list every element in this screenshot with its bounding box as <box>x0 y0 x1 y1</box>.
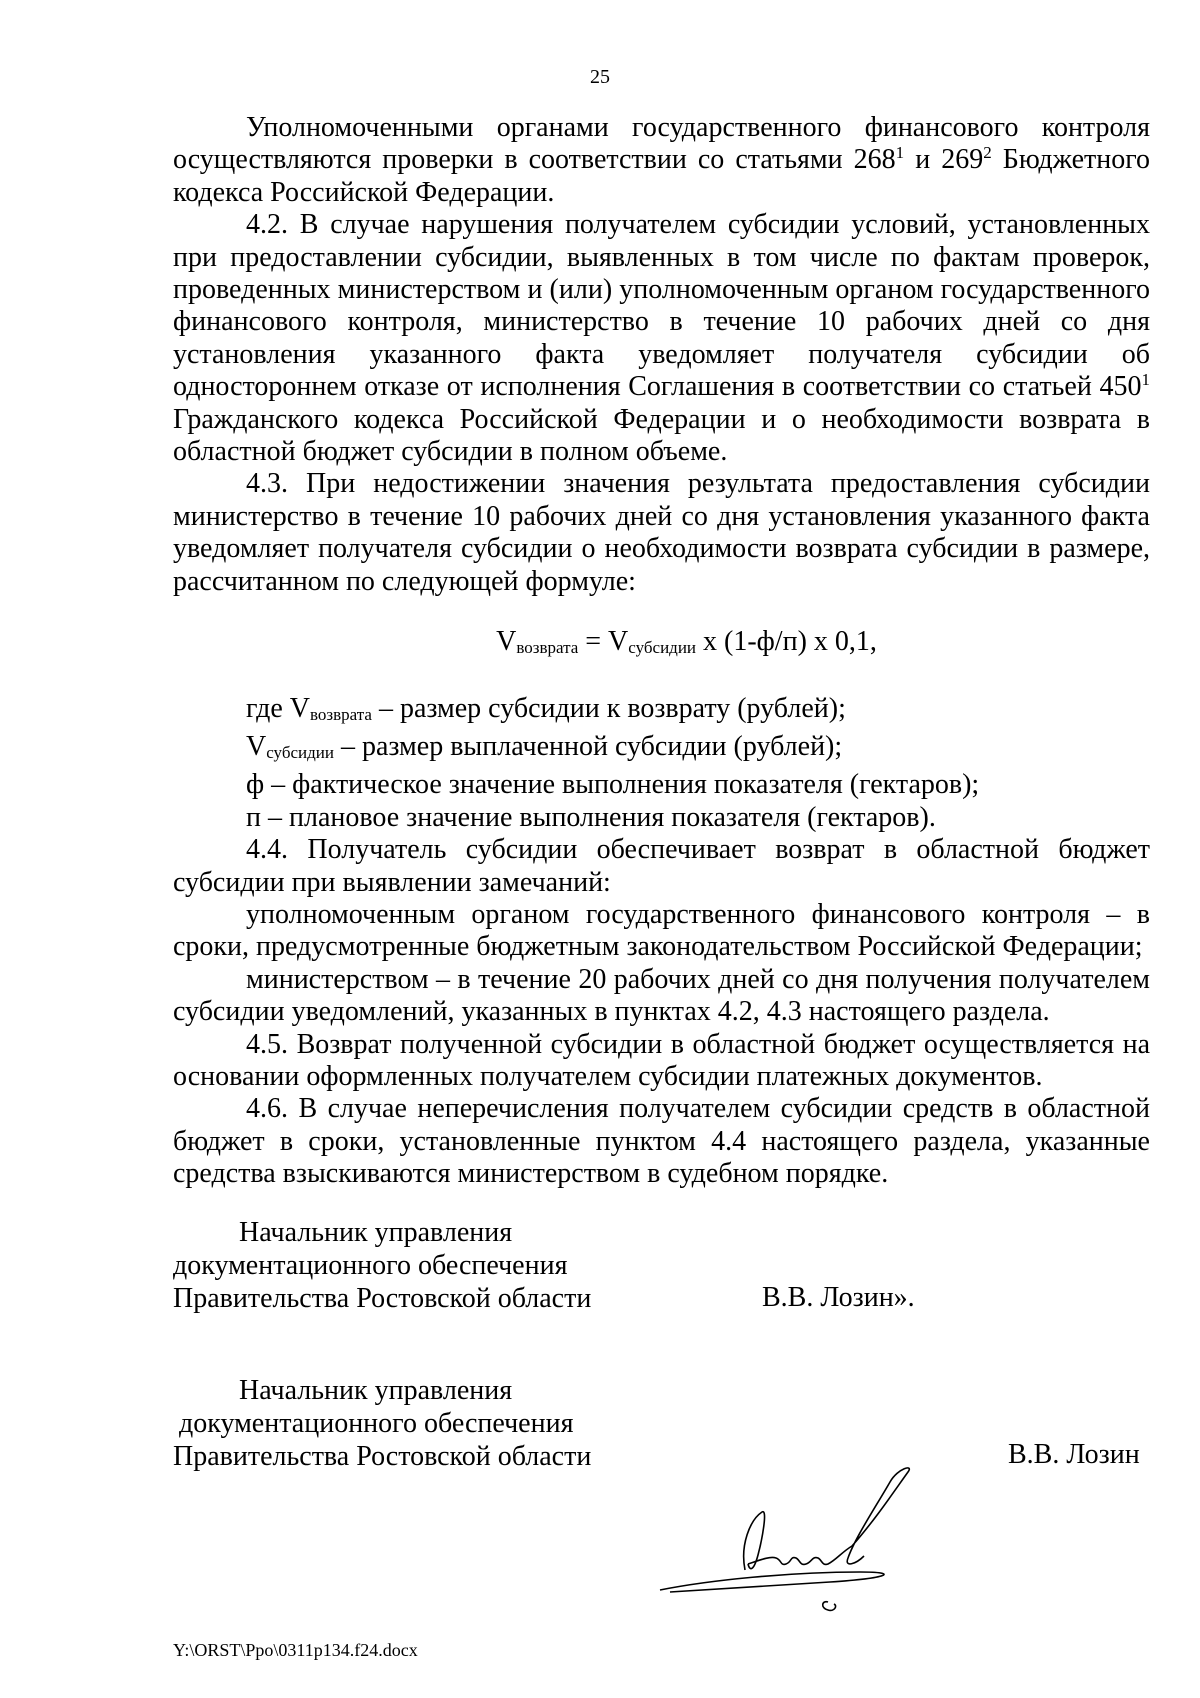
formula <box>173 626 1150 664</box>
signature-title-line: Правительства Ростовской области <box>173 1283 592 1314</box>
paragraph-text: Бюджетного кодекса Российской Федерации. <box>173 144 1151 208</box>
signature-title-line: документационного обеспечения <box>173 1250 568 1281</box>
superscript: 1 <box>895 143 905 163</box>
signature-name-2: В.В. Лозин <box>1008 1439 1140 1470</box>
definition-text: – размер субсидии к возврату (рублей); <box>371 692 846 724</box>
formula-part: = V <box>578 626 629 658</box>
file-path-footer: Y:\ORST\Ppo\0311p134.f24.docx <box>173 1640 418 1660</box>
signature-block-1 <box>173 1216 591 1315</box>
signature-title-line: Правительства Ростовской области <box>173 1441 592 1472</box>
definition-fact: ф – фактическое значение выполнения показателя (гектаров); <box>246 769 980 801</box>
formula-subscript: субсидии <box>628 638 697 658</box>
paragraph-text: и 269 <box>904 144 984 176</box>
paragraph-4-2 <box>173 209 1150 468</box>
signature-name-1: В.В. Лозин». <box>762 1282 915 1313</box>
superscript: 1 <box>1141 370 1150 390</box>
signature-title-line: документационного обеспечения <box>179 1408 574 1439</box>
definition-text: – размер выплаченной субсидии (рублей); <box>333 730 843 762</box>
paragraph-text: Уполномоченными органами государственного финансового контроля осуществляются проверки в соответствии со статьями 268 <box>173 112 1150 176</box>
superscript: 2 <box>983 143 992 163</box>
page-number: 25 <box>590 66 610 88</box>
paragraph-control-bodies <box>173 112 1150 209</box>
document-body <box>173 112 1150 1191</box>
signature-title-line: Начальник управления <box>239 1375 513 1406</box>
paragraph-4-5: 4.5. Возврат полученной субсидии в областной бюджет осуществляется на основании оформленных получателем субсидии платежных документов. <box>173 1028 1150 1092</box>
definition-text: где V <box>246 692 310 724</box>
definition-subscript: субсидии <box>266 742 334 762</box>
signature-block-2 <box>173 1374 591 1473</box>
paragraph-text: 4.2. В случае нарушения получателем субсидии условий, установленных при предоставлении субсидии, выявленных в том числе по фактам проверок, проведенных министерством и (или) уполномоченным органом государственного финансового контроля, министерство в течение 10 рабочих дней со дня установления указанного факта уведомляет получателя субсидии об одностороннем отказе от исполнения Соглашения в соответствии со статьей 450 <box>173 209 1150 403</box>
paragraph-text: Гражданского кодекса Российской Федерации и о необходимости возврата в областной бюджет субсидии в полном объеме. <box>173 403 1150 468</box>
handwritten-signature <box>650 1460 1010 1620</box>
paragraph-4-4: 4.4. Получатель субсидии обеспечивает возврат в областной бюджет субсидии при выявлении замечаний: <box>173 834 1150 898</box>
definition-v-return <box>173 693 1150 731</box>
paragraph-4-3: 4.3. При недостижении значения результата предоставления субсидии министерство в течение 10 рабочих дней со дня установления указанного факта уведомляет получателя субсидии о необходимости возврата субсидии в размере, рассчитанном по следующей формуле: <box>173 468 1150 597</box>
definition-text: V <box>246 730 267 762</box>
signature-title-line: Начальник управления <box>239 1217 513 1248</box>
formula-subscript: возврата <box>516 638 579 658</box>
formula-part: V <box>496 626 517 658</box>
paragraph-4-4-a: уполномоченным органом государственного финансового контроля – в сроки, предусмотренные бюджетным законодательством Российской Федерации; <box>173 898 1150 963</box>
definition-subscript: возврата <box>309 704 372 724</box>
definition-v-subsidy <box>173 731 1150 769</box>
definition-plan: п – плановое значение выполнения показателя (гектаров). <box>246 801 936 833</box>
formula-part: х (1-ф/п) х 0,1, <box>696 626 877 658</box>
paragraph-4-6: 4.6. В случае неперечисления получателем субсидии средств в областной бюджет в сроки, установленные пунктом 4.4 настоящего раздела, указанные средства взыскиваются министерством в судебном порядке. <box>173 1093 1150 1190</box>
paragraph-4-4-b: министерством – в течение 20 рабочих дней со дня получения получателем субсидии уведомлений, указанных в пунктах 4.2, 4.3 настоящего раздела. <box>173 963 1150 1028</box>
